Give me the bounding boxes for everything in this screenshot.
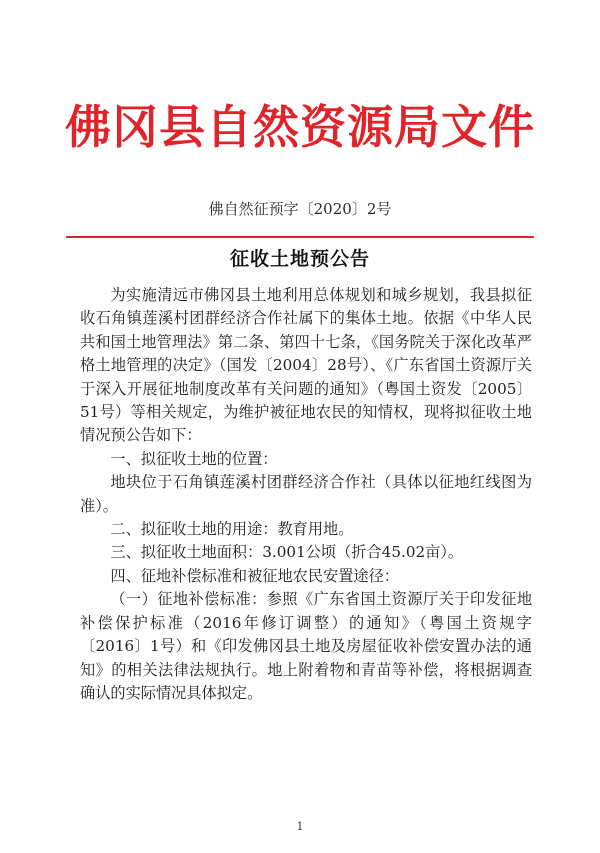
section-usage: 二、拟征收土地的用途：教育用地。 [110, 520, 354, 539]
page-number: 1 [296, 820, 304, 833]
intro-paragraph: 为实施清远市佛冈县土地利用总体规划和城乡规划，我县拟征收石角镇莲溪村团群经济合作社属下的集体土地。依据《中华人民共和国土地管理法》第二条、第四十七条，《国务院关于深化改革严格土地管理的决定》（国发〔2004〕28号）、《广东省国土资源厅关于深入开展征地制度改革有关问题的通知》（粤国土资发〔2005〕51号）等相关规定，为维护被征地农民的知情权，现将拟征收土地情况预公告如下： [80, 286, 532, 445]
announcement-title: 征收土地预公告 [229, 248, 370, 270]
document-number: 佛自然征预字〔2020〕2号 [208, 200, 392, 218]
red-divider-line [66, 236, 534, 238]
section-compensation-heading: 四、征地补偿标准和被征地农民安置途径： [110, 566, 399, 585]
announcement-body [80, 284, 532, 705]
section-area: 三、拟征收土地面积：3.001公顷（折合45.02亩）。 [110, 543, 464, 562]
issuer-title: 佛冈县自然资源局文件 [65, 100, 535, 154]
section-location-heading: 一、拟征收土地的位置： [110, 449, 278, 468]
location-paragraph: 地块位于石角镇莲溪村团群经济合作社（具体以征地红线图为准）。 [80, 473, 532, 515]
compensation-standard-paragraph: （一）征地补偿标准：参照《广东省国土资源厅关于印发征地补偿保护标准（2016年修订调整）的通知》（粤国土资规字〔2016〕1号）和《印发佛冈县土地及房屋征收补偿安置办法的通知》的相关法律法规执行。地上附着物和青苗等补偿，将根据调查确认的实际情况具体拟定。 [80, 590, 532, 702]
